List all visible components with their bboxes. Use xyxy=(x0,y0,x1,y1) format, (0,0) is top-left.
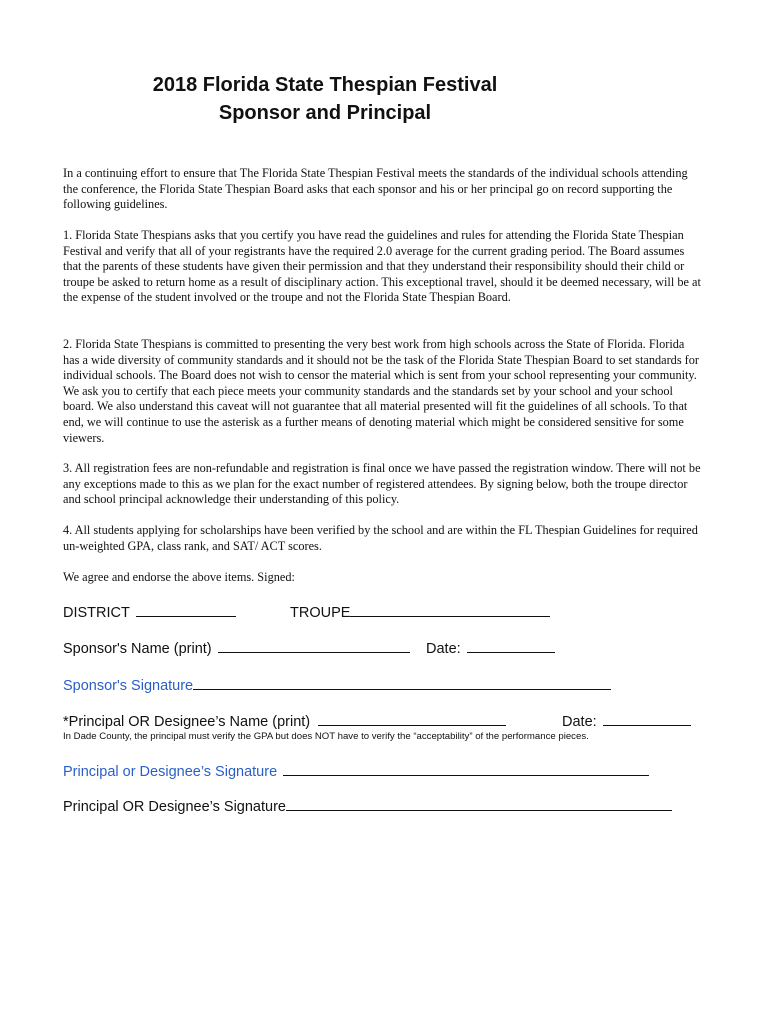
principal-name-row xyxy=(63,712,506,731)
page-subtitle: Sponsor and Principal xyxy=(218,102,432,124)
principal-signature-blue-label: Principal or Designee’s Signature xyxy=(63,764,278,780)
sponsor-name-input[interactable] xyxy=(218,639,410,653)
principal-signature-input[interactable] xyxy=(286,797,672,811)
sponsor-name-label: Sponsor's Name (print) xyxy=(63,641,212,657)
guideline-2: 2. Florida State Thespians is committed to presenting the very best work from high schools across the State of Florida. Florida has a wide diversity of community standards and it should not be the task of the Florida State Thespian Board to set standards for individual schools. The Board does not wish to censor the material which is sent from your school representing your community. We ask you to certify that each piece meets your community standards and the standards set by your school and your school board. We also understand this caveat will not guarantee that all material presented will fit the guidelines of all schools. To that end, we will continue to use the asterisk as a further means of denoting material which might be considered sensitive for some viewers. xyxy=(63,337,700,445)
page-title: 2018 Florida State Thespian Festival xyxy=(152,74,498,96)
district-label: DISTRICT xyxy=(63,605,130,621)
sponsor-date-row xyxy=(426,639,555,658)
sponsor-date-label: Date: xyxy=(426,641,461,657)
troupe-input[interactable] xyxy=(350,603,550,617)
sponsor-name-row xyxy=(63,639,410,658)
dade-county-note: In Dade County, the principal must verify the GPA but does NOT have to verify the “acceptability” of the performance pieces. xyxy=(63,731,589,742)
agreement-statement: We agree and endorse the above items. Signed: xyxy=(63,570,295,584)
troupe-label: TROUPE xyxy=(290,605,351,621)
sponsor-signature-input[interactable] xyxy=(193,676,611,690)
guideline-1: 1. Florida State Thespians asks that you certify you have read the guidelines and rules for attending the Florida State Thespian Festival and verify that all of your registrants have the required 2.0 average for the current grading period. The Board assumes that the parents of these students have given their permission and that they understand their responsibility should their child or troupe be asked to return home as a result of disciplinary action. This exceptional travel, should it be deemed necessary, will be at the expense of the student involved or the troupe and not the Florida State Thespian Board. xyxy=(63,228,701,305)
principal-date-label: Date: xyxy=(562,714,597,730)
sponsor-signature-label: Sponsor's Signature xyxy=(63,678,194,694)
principal-signature-blue-input[interactable] xyxy=(283,762,649,776)
principal-date-row xyxy=(562,712,691,731)
principal-signature-blue-row xyxy=(63,762,649,781)
district-row xyxy=(63,603,236,622)
guideline-3: 3. All registration fees are non-refundable and registration is final once we have passed the registration window. There will not be any exceptions made to this as we plan for the exact number of registered attendees. By signing below, both the troupe director and school principal acknowledge their understanding of this policy. xyxy=(63,461,701,507)
sponsor-date-input[interactable] xyxy=(467,639,555,653)
sponsor-signature-row xyxy=(63,676,611,695)
principal-name-label: *Principal OR Designee’s Name (print) xyxy=(63,714,311,730)
principal-date-input[interactable] xyxy=(603,712,691,726)
principal-signature-label: Principal OR Designee’s Signature xyxy=(63,799,286,815)
principal-name-input[interactable] xyxy=(318,712,506,726)
district-input[interactable] xyxy=(136,603,236,617)
troupe-row xyxy=(290,603,550,622)
intro-paragraph: In a continuing effort to ensure that The Florida State Thespian Festival meets the standards of the individual schools attending the conference, the Florida State Thespian Board asks that each sponsor and his or her principal go on record supporting the following guidelines. xyxy=(63,166,688,212)
guideline-4: 4. All students applying for scholarships have been verified by the school and are within the FL Thespian Guidelines for required un-weighted GPA, class rank, and SAT/ ACT scores. xyxy=(63,523,698,553)
principal-signature-row xyxy=(63,797,672,816)
